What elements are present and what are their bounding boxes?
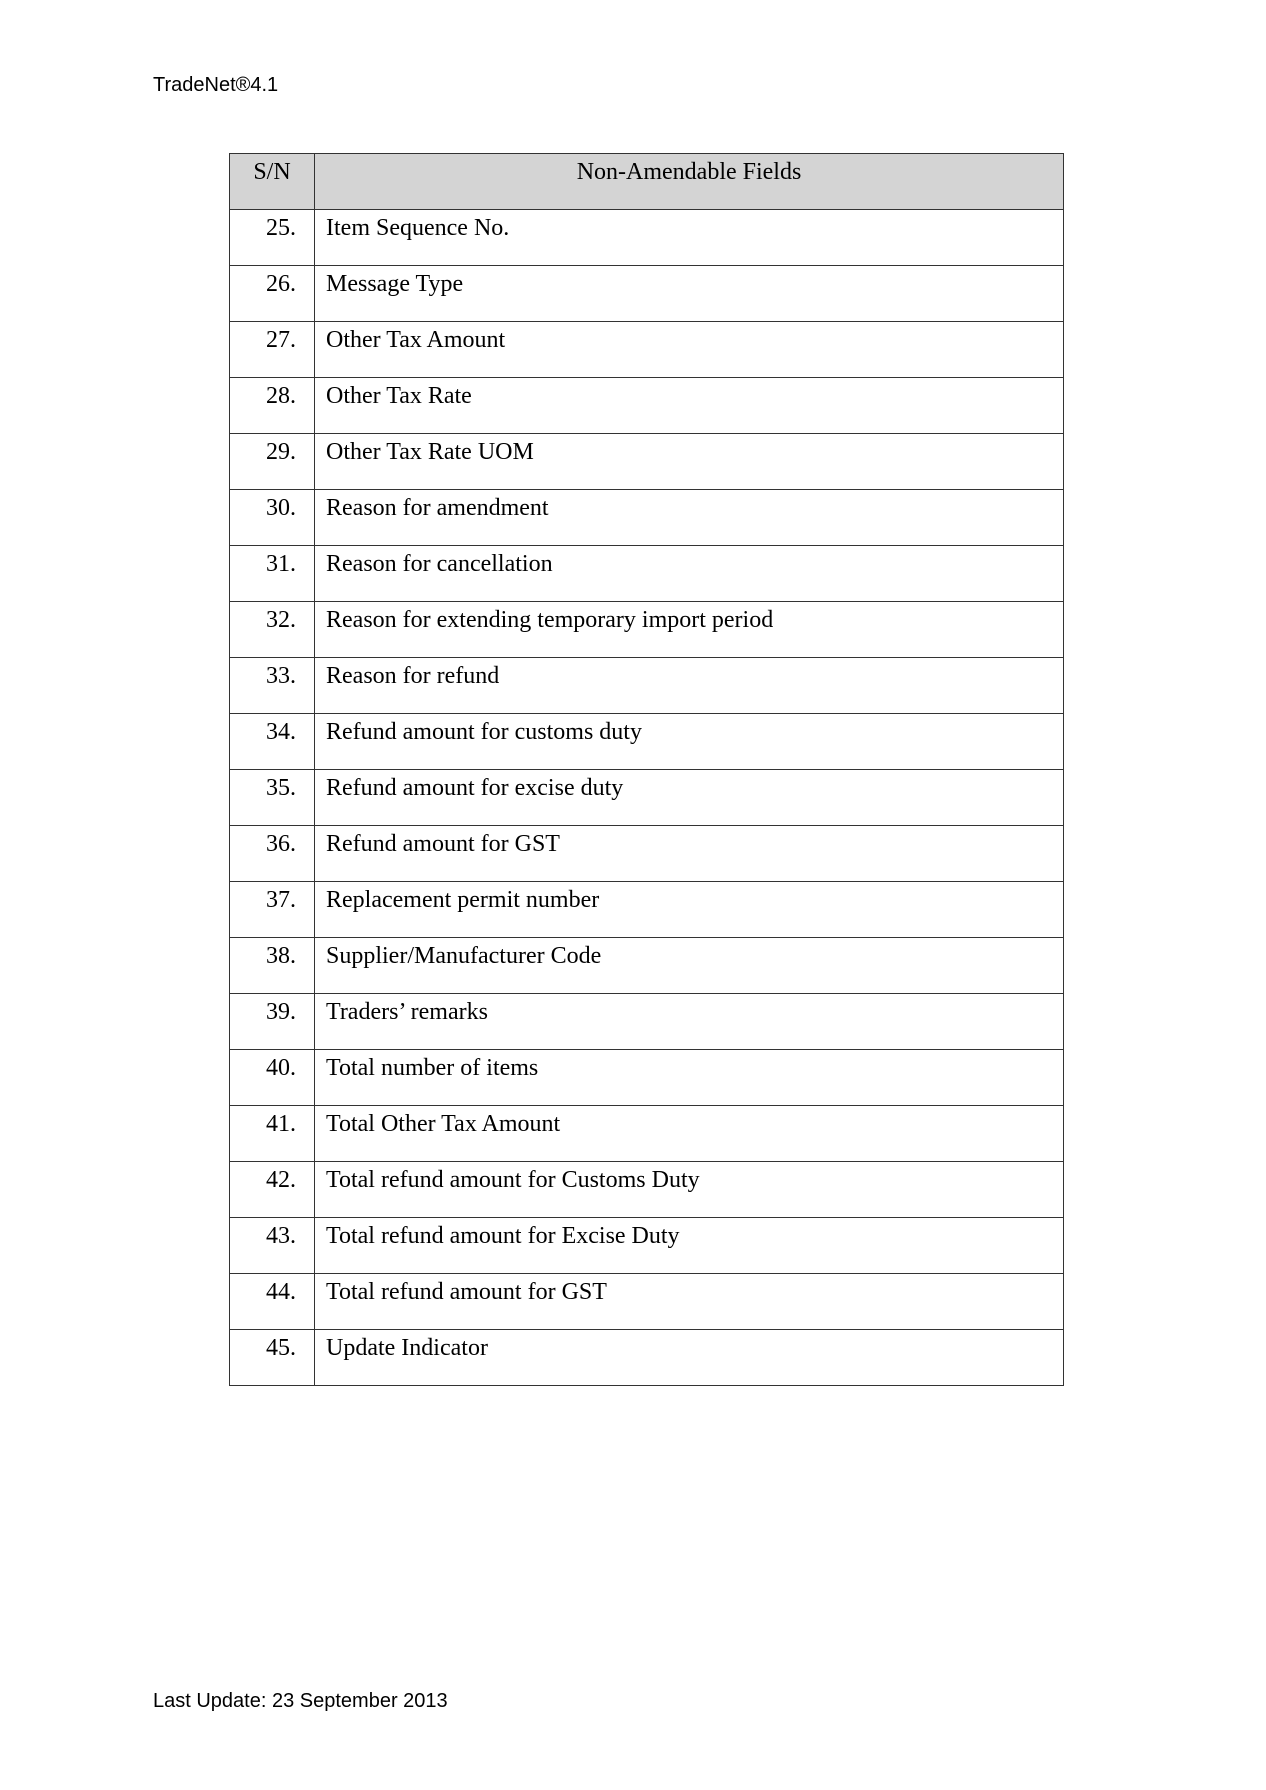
row-sn: 33.	[230, 658, 315, 714]
non-amendable-fields-table	[229, 153, 1064, 1386]
row-sn: 35.	[230, 770, 315, 826]
row-field: Total Other Tax Amount	[315, 1106, 1064, 1162]
table-row	[230, 266, 1064, 322]
table-row	[230, 1274, 1064, 1330]
row-field: Total number of items	[315, 1050, 1064, 1106]
row-sn: 29.	[230, 434, 315, 490]
row-field: Reason for cancellation	[315, 546, 1064, 602]
table-row	[230, 210, 1064, 266]
row-field: Other Tax Rate	[315, 378, 1064, 434]
row-sn: 28.	[230, 378, 315, 434]
row-field: Supplier/Manufacturer Code	[315, 938, 1064, 994]
table-row	[230, 826, 1064, 882]
row-field: Total refund amount for Excise Duty	[315, 1218, 1064, 1274]
page-header-title: TradeNet®4.1	[153, 74, 279, 96]
row-field: Other Tax Rate UOM	[315, 434, 1064, 490]
row-sn: 31.	[230, 546, 315, 602]
row-sn: 40.	[230, 1050, 315, 1106]
table-header-row	[230, 154, 1064, 210]
row-sn: 34.	[230, 714, 315, 770]
row-sn: 25.	[230, 210, 315, 266]
column-header-field: Non-Amendable Fields	[315, 154, 1064, 210]
table-body	[230, 210, 1064, 1386]
row-sn: 43.	[230, 1218, 315, 1274]
row-field: Other Tax Amount	[315, 322, 1064, 378]
table-row	[230, 658, 1064, 714]
row-field: Total refund amount for GST	[315, 1274, 1064, 1330]
row-field: Message Type	[315, 266, 1064, 322]
table-row	[230, 1162, 1064, 1218]
row-sn: 39.	[230, 994, 315, 1050]
table-row	[230, 1050, 1064, 1106]
row-sn: 42.	[230, 1162, 315, 1218]
table-row	[230, 378, 1064, 434]
row-sn: 36.	[230, 826, 315, 882]
table-row	[230, 882, 1064, 938]
row-field: Reason for refund	[315, 658, 1064, 714]
row-field: Reason for extending temporary import period	[315, 602, 1064, 658]
table-row	[230, 1330, 1064, 1386]
row-field: Refund amount for customs duty	[315, 714, 1064, 770]
row-field: Item Sequence No.	[315, 210, 1064, 266]
row-sn: 45.	[230, 1330, 315, 1386]
row-field: Replacement permit number	[315, 882, 1064, 938]
table-row	[230, 434, 1064, 490]
row-sn: 37.	[230, 882, 315, 938]
table-row	[230, 994, 1064, 1050]
row-sn: 38.	[230, 938, 315, 994]
row-sn: 30.	[230, 490, 315, 546]
row-field: Update Indicator	[315, 1330, 1064, 1386]
table-row	[230, 322, 1064, 378]
row-field: Reason for amendment	[315, 490, 1064, 546]
row-sn: 26.	[230, 266, 315, 322]
row-sn: 32.	[230, 602, 315, 658]
table-row	[230, 490, 1064, 546]
page-footer-last-update: Last Update: 23 September 2013	[153, 1690, 448, 1712]
table-row	[230, 770, 1064, 826]
table-row	[230, 938, 1064, 994]
table-row	[230, 546, 1064, 602]
row-field: Refund amount for excise duty	[315, 770, 1064, 826]
row-field: Traders’ remarks	[315, 994, 1064, 1050]
row-sn: 44.	[230, 1274, 315, 1330]
table-row	[230, 714, 1064, 770]
row-field: Refund amount for GST	[315, 826, 1064, 882]
row-sn: 27.	[230, 322, 315, 378]
table-row	[230, 602, 1064, 658]
row-field: Total refund amount for Customs Duty	[315, 1162, 1064, 1218]
column-header-sn: S/N	[230, 154, 315, 210]
table-row	[230, 1106, 1064, 1162]
table-row	[230, 1218, 1064, 1274]
row-sn: 41.	[230, 1106, 315, 1162]
